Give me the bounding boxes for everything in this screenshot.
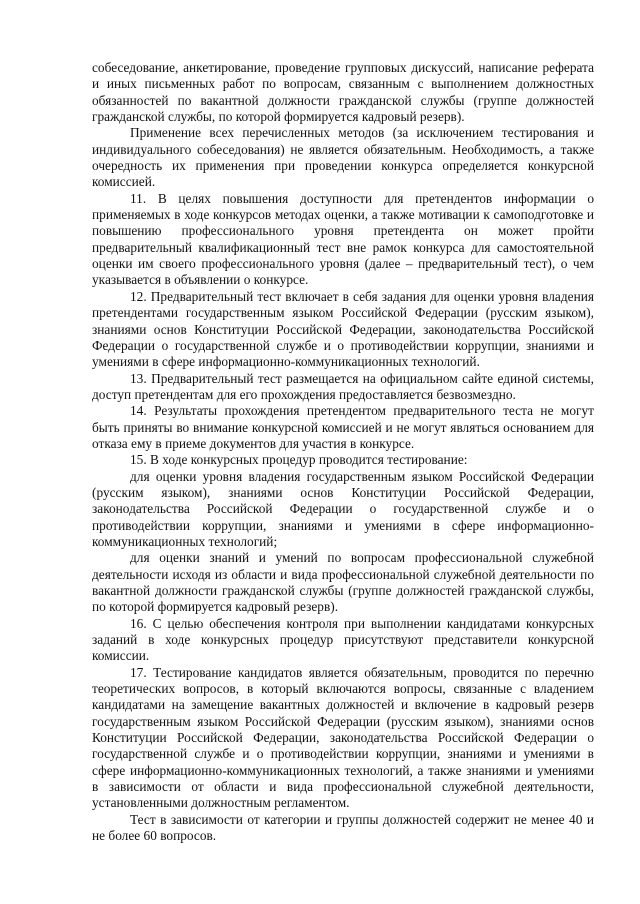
paragraph-11: 11. В целях повышения доступности для претендентов информации о применяемых в ходе конкурсов методах оценки, а также мотивации к самоподготовке и повышению профессионального уровня претендента он может пройти предварительный квалификационный тест вне рамок конкурса для самостоятельной оценки им своего профессионального уровня (далее – предварительный тест), о чем указывается в объявлении о конкурсе. — [92, 190, 594, 288]
paragraph-14: 14. Результаты прохождения претендентом предварительного теста не могут быть приняты во внимание конкурсной комиссией и не могут являться основанием для отказа ему в приеме документов для участия в конкурсе. — [92, 403, 594, 451]
paragraph-17: 17. Тестирование кандидатов является обязательным, проводится по перечню теоретических вопросов, в который включаются вопросы, связанные с владением кандидатами на замещение вакантных должностей и включение в кадровый резерв государственным языком Российской Федерации (русским языком), знаниями основ Конституции Российской Федерации, законодательства Российской Федерации о государственной службе и о противодействии коррупции, знаниями и умениями в сфере информационно-коммуникационных технологий, а также знаниями и умениями в зависимости от области и вида профессиональной служебной деятельности, установленными должностным регламентом. — [92, 664, 594, 811]
paragraph-15: 15. В ходе конкурсных процедур проводится тестирование: — [130, 452, 468, 468]
paragraph-15-item-1: для оценки уровня владения государственным языком Российской Федерации (русским языком), знаниями основ Конституции Российской Федерации, законодательства Российской Федерации о государственной службе и о противодействии коррупции, знаниями и умениями в сфере информационно-коммуникационных технологий; — [92, 468, 594, 549]
paragraph-15-item-2: для оценки знаний и умений по вопросам профессиональной служебной деятельности исходя из области и вида профессиональной служебной деятельности по вакантной должности гражданской службы (группе должностей гражданской службы, по которой формируется кадровый резерв). — [92, 550, 594, 615]
document-body — [92, 60, 594, 845]
paragraph-13: 13. Предварительный тест размещается на официальном сайте единой системы, доступ претендентам для его прохождения предоставляется безвозмездно. — [92, 370, 594, 402]
paragraph-continuation: собеседование, анкетирование, проведение групповых дискуссий, написание реферата и иных письменных работ по вопросам, связанным с выполнением должностных обязанностей по вакантной должности гражданской службы (группе должностей гражданской службы, по которой формируется кадровый резерв). — [92, 60, 594, 125]
paragraph-methods-optional: Применение всех перечисленных методов (за исключением тестирования и индивидуального собеседования) не является обязательным. Необходимость, а также очередность их применения при проведении конкурса определяется конкурсной комиссией. — [92, 125, 594, 190]
paragraph-12: 12. Предварительный тест включает в себя задания для оценки уровня владения претендентами государственным языком Российской Федерации (русским языком), знаниями основ Конституции Российской Федерации, законодательства Российской Федерации о государственной службе и о противодействии коррупции, знаниями и умениями в сфере информационно-коммуникационных технологий. — [92, 288, 594, 370]
paragraph-test-size: Тест в зависимости от категории и группы должностей содержит не менее 40 и не более 60 вопросов. — [92, 811, 594, 844]
paragraph-16: 16. С целью обеспечения контроля при выполнении кандидатами конкурсных заданий в ходе конкурсных процедур присутствуют представители конкурсной комиссии. — [92, 615, 594, 664]
